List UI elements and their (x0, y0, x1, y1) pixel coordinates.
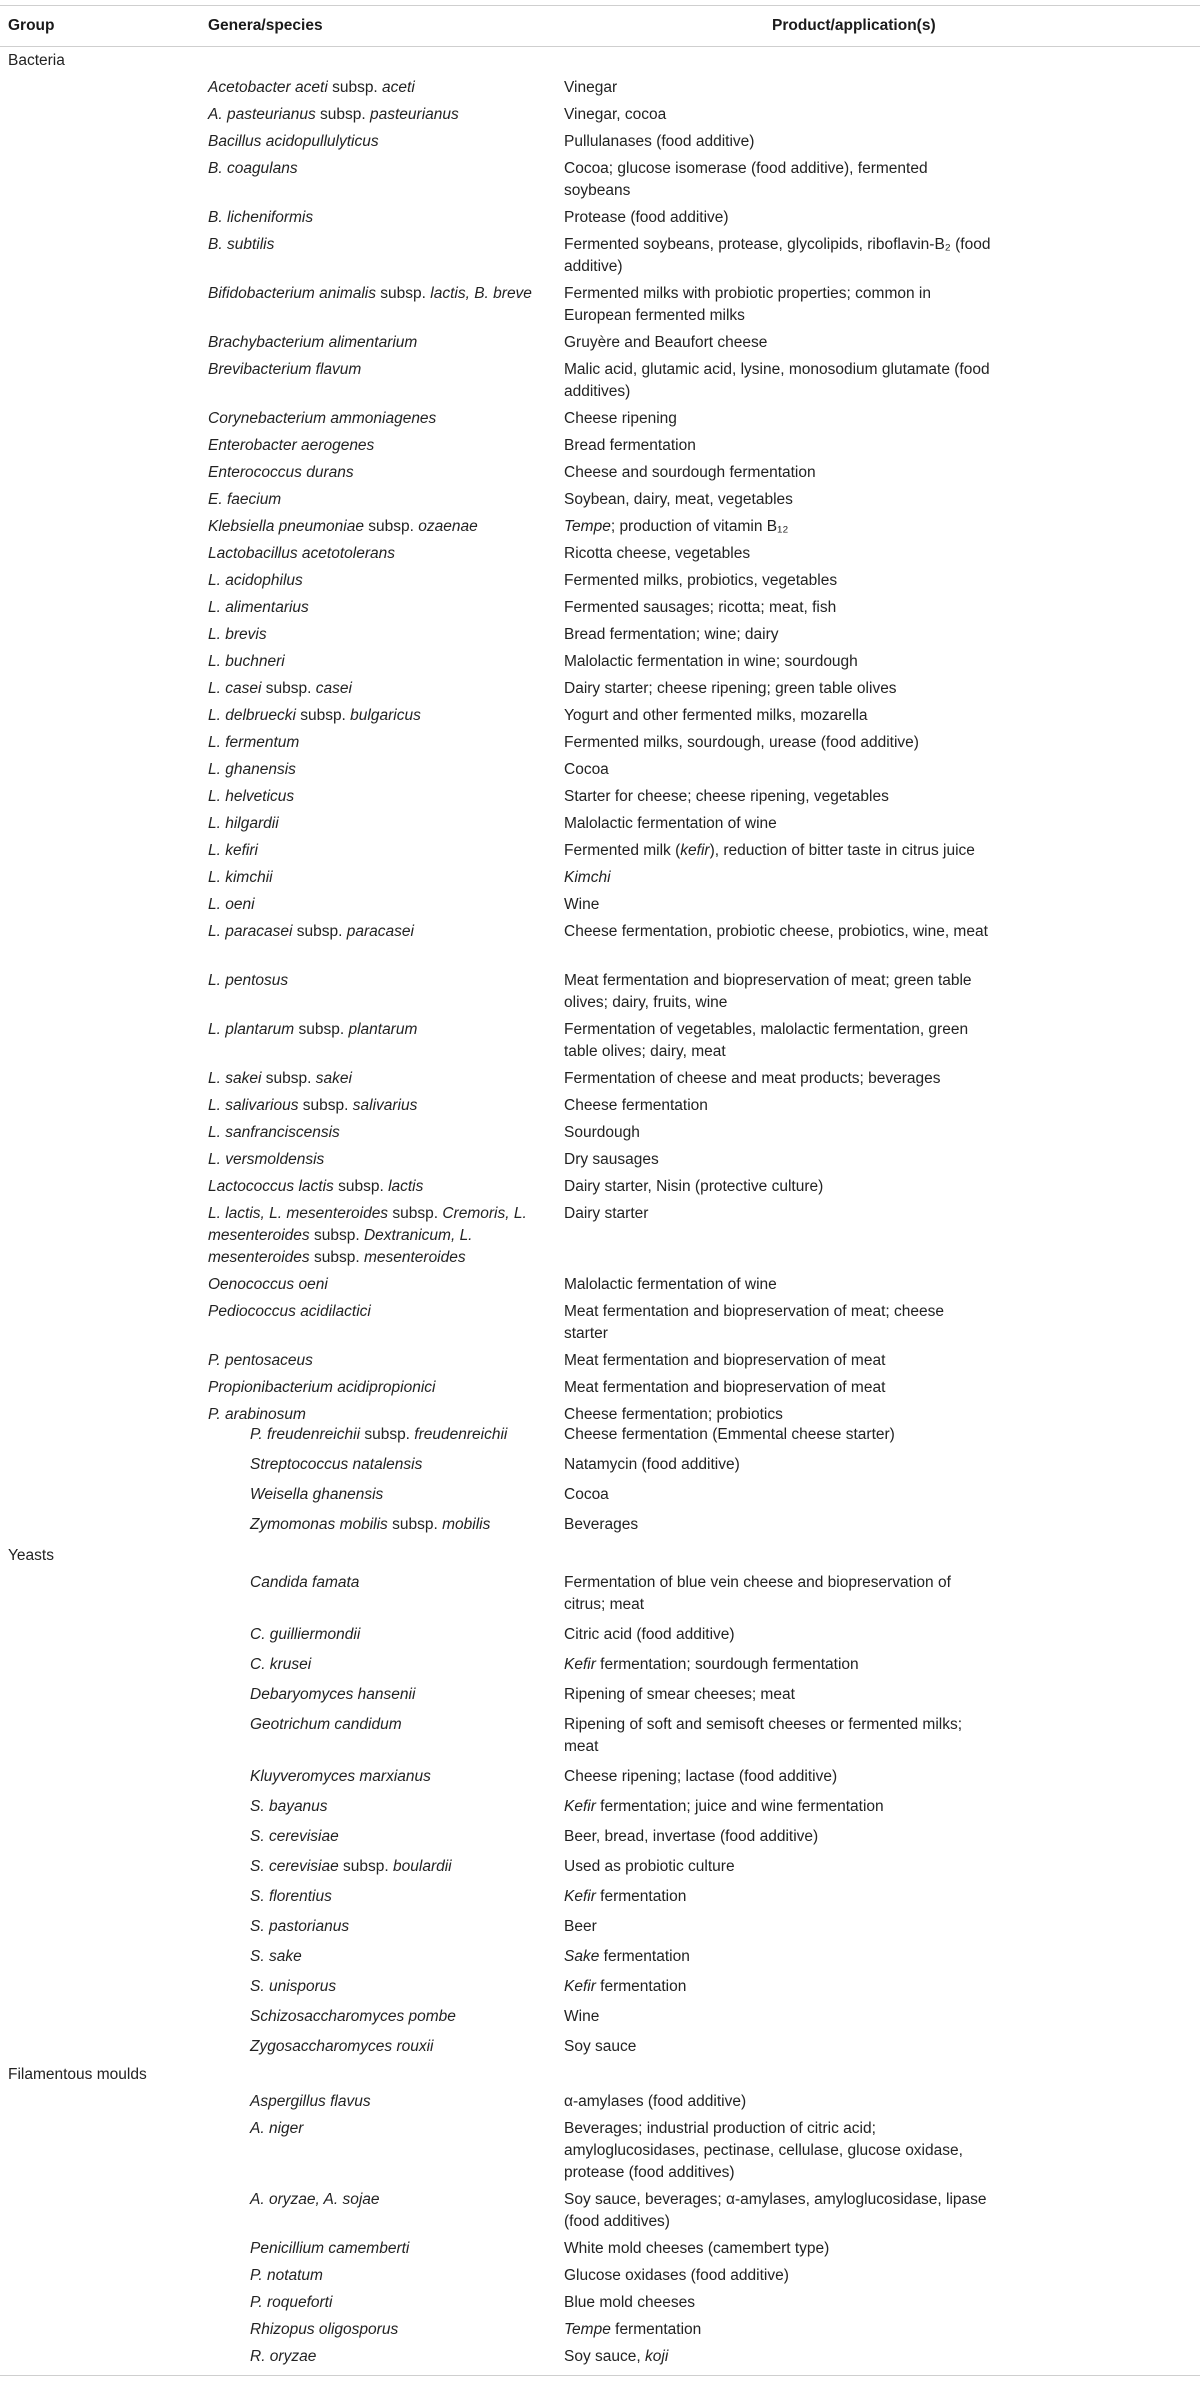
product-cell: Kimchi (564, 869, 611, 886)
table-body (0, 47, 1200, 2371)
species-cell: L. alimentarius (208, 599, 309, 616)
table-row (0, 1402, 1200, 1422)
species-cell: Brachybacterium alimentarium (208, 334, 418, 351)
product-cell: Bread fermentation; wine; dairy (564, 626, 779, 643)
species-cell: Zygosaccharomyces rouxii (250, 2038, 434, 2055)
product-cell: Starter for cheese; cheese ripening, vegetables (564, 788, 889, 805)
product-cell: Vinegar (564, 79, 618, 96)
species-cell: Klebsiella pneumoniae subsp. ozaenae (208, 518, 478, 535)
table-row (0, 2089, 1200, 2116)
product-cell: Fermented sausages; ricotta; meat, fish (564, 599, 837, 616)
table-row (0, 1482, 1200, 1512)
table-row (0, 2116, 1200, 2187)
table-row (0, 102, 1200, 129)
table-row (0, 622, 1200, 649)
product-cell: Dairy starter (564, 1205, 649, 1222)
species-cell: Propionibacterium acidipropionici (208, 1379, 436, 1396)
species-cell: L. oeni (208, 896, 255, 913)
product-cell: Kefir fermentation (564, 1978, 687, 1995)
product-cell: White mold cheeses (camembert type) (564, 2240, 830, 2257)
product-cell: Ricotta cheese, vegetables (564, 545, 751, 562)
product-cell: Fermented milks with probiotic properties; common in European fermented milks (564, 285, 931, 324)
table-row (0, 595, 1200, 622)
table-row (0, 1944, 1200, 1974)
species-cell: E. faecium (208, 491, 282, 508)
product-cell: Malolactic fermentation of wine (564, 1276, 777, 1293)
table-row (0, 1174, 1200, 1201)
species-cell: P. roqueforti (250, 2294, 333, 2311)
product-cell: Cheese ripening (564, 410, 677, 427)
species-cell: Corynebacterium ammoniagenes (208, 410, 437, 427)
species-cell: L. buchneri (208, 653, 285, 670)
species-cell: Brevibacterium flavum (208, 361, 362, 378)
product-cell: Cheese fermentation; probiotics (564, 1406, 783, 1423)
species-cell: Weisella ghanensis (250, 1486, 384, 1503)
species-cell: L. sanfranciscensis (208, 1124, 340, 1141)
species-cell: L. hilgardii (208, 815, 279, 832)
table-row (0, 757, 1200, 784)
species-cell: L. sakei subsp. sakei (208, 1070, 352, 1087)
header-group: Group (8, 17, 55, 34)
product-cell: Kefir fermentation; sourdough fermentation (564, 1656, 859, 1673)
product-cell: Ripening of soft and semisoft cheeses or fermented milks; meat (564, 1716, 963, 1755)
product-cell: Bread fermentation (564, 437, 696, 454)
table-row (0, 541, 1200, 568)
table-row (0, 1622, 1200, 1652)
table-row (0, 2344, 1200, 2371)
species-cell: P. freudenreichii subsp. freudenreichii (250, 1426, 508, 1443)
table-row (0, 568, 1200, 595)
species-cell: A. oryzae, A. sojae (250, 2191, 380, 2208)
table-row (0, 2187, 1200, 2236)
table-row (0, 1299, 1200, 1348)
product-cell: Dairy starter, Nisin (protective culture) (564, 1178, 824, 1195)
species-cell: L. helveticus (208, 788, 295, 805)
table-row (0, 433, 1200, 460)
table-row (0, 730, 1200, 757)
product-cell: Malolactic fermentation in wine; sourdough (564, 653, 858, 670)
product-cell: Yogurt and other fermented milks, mozarella (564, 707, 868, 724)
product-cell: Fermented milks, probiotics, vegetables (564, 572, 838, 589)
product-cell: Meat fermentation and biopreservation of meat (564, 1352, 886, 1369)
product-cell: Sake fermentation (564, 1948, 690, 1965)
table-row (0, 1120, 1200, 1147)
product-cell: Meat fermentation and biopreservation of meat; cheese starter (564, 1303, 944, 1342)
species-cell: Rhizopus oligosporus (250, 2321, 399, 2338)
table-row (0, 514, 1200, 541)
table-row (0, 1974, 1200, 2004)
product-cell: Soy sauce, koji (564, 2348, 669, 2365)
product-table (0, 5, 1200, 2376)
table-row (0, 1452, 1200, 1482)
table-row (0, 2263, 1200, 2290)
product-cell: Beverages; industrial production of citric acid; amyloglucosidases, pectinase, cellulase, glucose oxidase, protease (food additives) (564, 2120, 963, 2181)
table-row (0, 281, 1200, 330)
product-cell: Cocoa; glucose isomerase (food additive), fermented soybeans (564, 160, 928, 199)
product-cell: Wine (564, 2008, 600, 2025)
header-product: Product/application(s) (772, 17, 936, 34)
table-row (0, 676, 1200, 703)
species-cell: Enterococcus durans (208, 464, 354, 481)
table-row (0, 1272, 1200, 1299)
table-row (0, 1147, 1200, 1174)
table-row (0, 865, 1200, 892)
product-cell: Vinegar, cocoa (564, 106, 667, 123)
product-cell: Fermentation of vegetables, malolactic fermentation, green table olives; dairy, meat (564, 1021, 969, 1060)
species-cell: Enterobacter aerogenes (208, 437, 375, 454)
product-cell: Natamycin (food additive) (564, 1456, 740, 1473)
product-cell: Soy sauce, beverages; α-amylases, amyloglucosidase, lipase (food additives) (564, 2191, 987, 2230)
product-cell: Used as probiotic culture (564, 1858, 735, 1875)
table-row (0, 2290, 1200, 2317)
product-cell: Cheese ripening; lactase (food additive) (564, 1768, 838, 1785)
header-species: Genera/species (208, 17, 323, 34)
product-cell: Pullulanases (food additive) (564, 133, 755, 150)
table-row (0, 2236, 1200, 2263)
species-cell: A. pasteurianus subsp. pasteurianus (208, 106, 459, 123)
table-row (0, 156, 1200, 205)
product-cell: Fermented milk (kefir), reduction of bitter taste in citrus juice (564, 842, 975, 859)
species-cell: L. kimchii (208, 869, 273, 886)
species-cell: B. subtilis (208, 236, 275, 253)
table-row (0, 811, 1200, 838)
species-cell: L. kefiri (208, 842, 258, 859)
group-row (0, 2061, 1200, 2089)
product-cell: Beer (564, 1918, 597, 1935)
product-cell: Sourdough (564, 1124, 640, 1141)
table-row (0, 1794, 1200, 1824)
species-cell: S. bayanus (250, 1798, 328, 1815)
species-cell: L. paracasei subsp. paracasei (208, 923, 414, 940)
group-label: Bacteria (8, 52, 65, 69)
product-cell: Malolactic fermentation of wine (564, 815, 777, 832)
table-row (0, 1884, 1200, 1914)
product-cell: Cocoa (564, 761, 609, 778)
species-cell: A. niger (250, 2120, 304, 2137)
group-label: Filamentous moulds (8, 2066, 147, 2083)
species-cell: L. casei subsp. casei (208, 680, 352, 697)
table-row (0, 205, 1200, 232)
table-row (0, 1712, 1200, 1764)
product-cell: Dairy starter; cheese ripening; green table olives (564, 680, 897, 697)
product-cell: Beer, bread, invertase (food additive) (564, 1828, 819, 1845)
species-cell: L. plantarum subsp. plantarum (208, 1021, 418, 1038)
product-cell: Wine (564, 896, 600, 913)
table-row (0, 968, 1200, 1017)
species-cell: C. krusei (250, 1656, 312, 1673)
table-row (0, 1824, 1200, 1854)
species-cell: S. sake (250, 1948, 302, 1965)
product-cell: Ripening of smear cheeses; meat (564, 1686, 795, 1703)
species-cell: Schizosaccharomyces pombe (250, 2008, 456, 2025)
product-cell: α-amylases (food additive) (564, 2093, 747, 2110)
species-cell: Oenococcus oeni (208, 1276, 328, 1293)
product-cell: Fermented milks, sourdough, urease (food additive) (564, 734, 919, 751)
table-row (0, 406, 1200, 433)
table-row (0, 1512, 1200, 1542)
product-cell: Glucose oxidases (food additive) (564, 2267, 789, 2284)
table-row (0, 1201, 1200, 1272)
species-cell: L. brevis (208, 626, 267, 643)
product-cell: Soybean, dairy, meat, vegetables (564, 491, 793, 508)
product-cell: Protease (food additive) (564, 209, 729, 226)
species-cell: Acetobacter aceti subsp. aceti (208, 79, 415, 96)
species-cell: Aspergillus flavus (250, 2093, 371, 2110)
species-cell: C. guilliermondii (250, 1626, 361, 1643)
species-cell: Geotrichum candidum (250, 1716, 402, 1733)
table-row (0, 1093, 1200, 1120)
species-cell: L. salivarious subsp. salivarius (208, 1097, 418, 1114)
table-row (0, 487, 1200, 514)
species-cell: P. arabinosum (208, 1406, 306, 1423)
product-cell: Malic acid, glutamic acid, lysine, monosodium glutamate (food additives) (564, 361, 990, 400)
species-cell: P. pentosaceus (208, 1352, 313, 1369)
table-row (0, 1375, 1200, 1402)
product-cell: Tempe fermentation (564, 2321, 702, 2338)
species-cell: S. florentius (250, 1888, 332, 1905)
product-cell: Meat fermentation and biopreservation of meat; green table olives; dairy, fruits, wine (564, 972, 972, 1011)
species-cell: S. cerevisiae (250, 1828, 339, 1845)
species-cell: Bifidobacterium animalis subsp. lactis, B. breve (208, 285, 532, 302)
product-cell: Soy sauce (564, 2038, 637, 2055)
table-row (0, 2034, 1200, 2061)
species-cell: Debaryomyces hansenii (250, 1686, 416, 1703)
table-row (0, 232, 1200, 281)
group-row (0, 1542, 1200, 1570)
species-cell: Bacillus acidopullulyticus (208, 133, 379, 150)
table-row (0, 330, 1200, 357)
table-row (0, 75, 1200, 102)
species-cell: L. versmoldensis (208, 1151, 325, 1168)
species-cell: Streptococcus natalensis (250, 1456, 423, 1473)
table-row (0, 1914, 1200, 1944)
group-label: Yeasts (8, 1547, 54, 1564)
table-row (0, 1570, 1200, 1622)
species-cell: B. licheniformis (208, 209, 314, 226)
species-cell: Pediococcus acidilactici (208, 1303, 371, 1320)
species-cell: Zymomonas mobilis subsp. mobilis (250, 1516, 491, 1533)
table-row (0, 1652, 1200, 1682)
product-cell: Gruyère and Beaufort cheese (564, 334, 768, 351)
species-cell: L. pentosus (208, 972, 289, 989)
product-cell: Fermentation of blue vein cheese and biopreservation of citrus; meat (564, 1574, 951, 1613)
species-cell: L. delbruecki subsp. bulgaricus (208, 707, 421, 724)
table-row (0, 1682, 1200, 1712)
product-cell: Blue mold cheeses (564, 2294, 695, 2311)
product-cell: Beverages (564, 1516, 639, 1533)
table-row (0, 1854, 1200, 1884)
table-row (0, 2004, 1200, 2034)
table-row (0, 1764, 1200, 1794)
product-cell: Fermentation of cheese and meat products; beverages (564, 1070, 941, 1087)
product-cell: Cheese fermentation (564, 1097, 708, 1114)
product-cell: Cocoa (564, 1486, 609, 1503)
table-row (0, 838, 1200, 865)
species-cell: Candida famata (250, 1574, 360, 1591)
table-row (0, 649, 1200, 676)
product-cell: Dry sausages (564, 1151, 659, 1168)
species-cell: S. pastorianus (250, 1918, 350, 1935)
table-row (0, 919, 1200, 968)
product-cell: Meat fermentation and biopreservation of meat (564, 1379, 886, 1396)
table-row (0, 703, 1200, 730)
product-cell: Cheese fermentation, probiotic cheese, probiotics, wine, meat (564, 923, 988, 940)
species-cell: P. notatum (250, 2267, 323, 2284)
species-cell: B. coagulans (208, 160, 298, 177)
table-row (0, 892, 1200, 919)
species-cell: L. acidophilus (208, 572, 303, 589)
table-row (0, 357, 1200, 406)
table-row (0, 129, 1200, 156)
table-row (0, 2317, 1200, 2344)
product-cell: Citric acid (food additive) (564, 1626, 735, 1643)
product-cell: Cheese and sourdough fermentation (564, 464, 816, 481)
species-cell: Lactobacillus acetotolerans (208, 545, 395, 562)
product-cell: Cheese fermentation (Emmental cheese starter) (564, 1426, 895, 1443)
species-cell: Kluyveromyces marxianus (250, 1768, 431, 1785)
species-cell: Lactococcus lactis subsp. lactis (208, 1178, 424, 1195)
group-row (0, 47, 1200, 75)
species-cell: L. lactis, L. mesenteroides subsp. Cremoris, L. mesenteroides subsp. Dextranicum, L. mesenteroides subsp. mesenteroides (208, 1205, 527, 1266)
table-row (0, 1348, 1200, 1375)
product-cell: Fermented soybeans, protease, glycolipids, riboflavin-B₂ (food additive) (564, 236, 991, 275)
table-row (0, 460, 1200, 487)
species-cell: L. fermentum (208, 734, 300, 751)
product-cell: Kefir fermentation; juice and wine fermentation (564, 1798, 884, 1815)
species-cell: L. ghanensis (208, 761, 296, 778)
product-cell: Kefir fermentation (564, 1888, 687, 1905)
table-row (0, 784, 1200, 811)
table-header (0, 6, 1200, 47)
product-cell: Tempe; production of vitamin B₁₂ (564, 518, 789, 535)
species-cell: S. cerevisiae subsp. boulardii (250, 1858, 452, 1875)
table-row (0, 1422, 1200, 1452)
species-cell: R. oryzae (250, 2348, 317, 2365)
species-cell: S. unisporus (250, 1978, 337, 1995)
table-row (0, 1066, 1200, 1093)
species-cell: Penicillium camemberti (250, 2240, 410, 2257)
table-row (0, 1017, 1200, 1066)
